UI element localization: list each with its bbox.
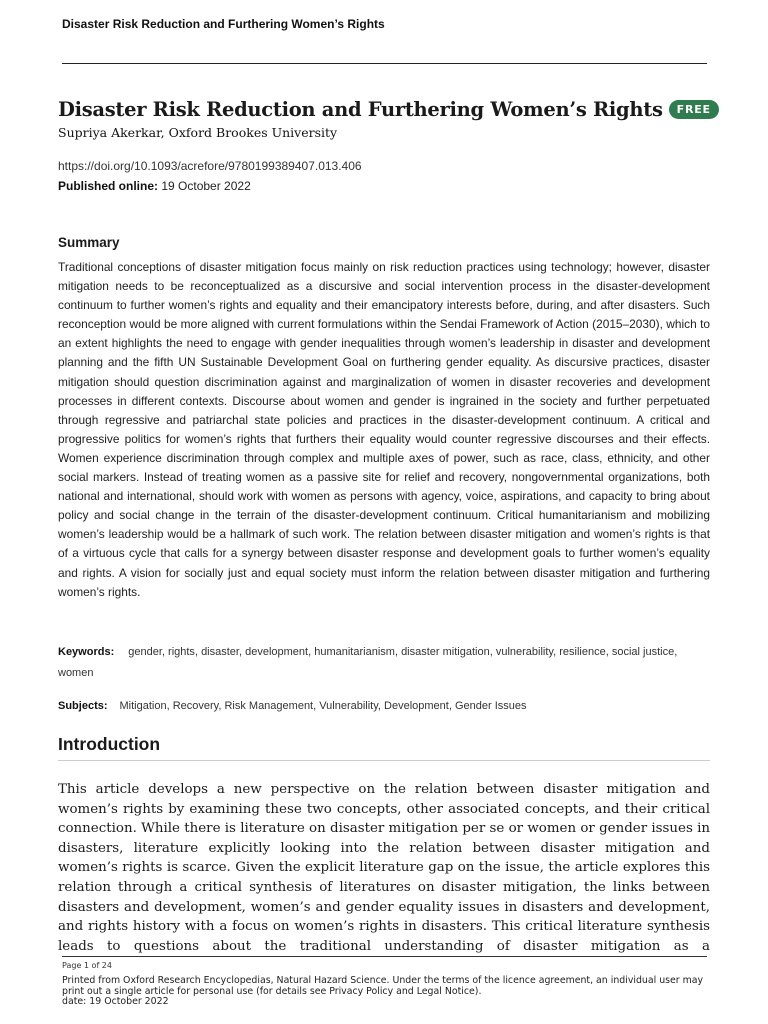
keyword-link[interactable]: development xyxy=(245,646,309,658)
keyword-list: gender, rights, disaster, development, humanitarianism, disaster mitigation, vulnerability, resilience, social justice, women xyxy=(58,646,678,679)
keyword-link[interactable]: disaster xyxy=(201,646,239,658)
keyword-link[interactable]: humanitarianism xyxy=(314,646,395,658)
doi-link[interactable]: https://doi.org/10.1093/acrefore/9780199389407.013.406 xyxy=(58,159,362,173)
keyword-link[interactable]: disaster mitigation xyxy=(401,646,490,658)
keyword-link[interactable]: resilience xyxy=(559,646,606,658)
footer-date: date: 19 October 2022 xyxy=(62,996,169,1007)
article-title-row xyxy=(58,98,711,121)
subjects xyxy=(58,700,708,712)
introduction-heading: Introduction xyxy=(58,734,161,754)
running-head: Disaster Risk Reduction and Furthering Women’s Rights xyxy=(62,17,385,31)
published-date-value: 19 October 2022 xyxy=(161,179,251,193)
article-title: Disaster Risk Reduction and Furthering Women’s Rights xyxy=(58,98,663,121)
introduction-divider xyxy=(58,760,710,761)
keyword-link[interactable]: women xyxy=(58,667,94,679)
published-label: Published online: xyxy=(58,179,159,193)
author-affiliation: Supriya Akerkar, Oxford Brookes University xyxy=(58,125,338,140)
footer-divider xyxy=(62,956,707,957)
summary-heading: Summary xyxy=(58,235,120,250)
keywords-label: Keywords: xyxy=(58,646,115,658)
introduction-text: This article develops a new perspective on the relation between disaster mitigation and women’s rights by examining these two concepts, other associated concepts, and their critical connection. While there is literature on disaster mitigation per se or women or gender issues in disasters, literature explicitly looking into the relation between disaster mitigation and women’s rights is scarce. Given the explicit literature gap on the issue, the article explores this relation through a critical synthesis of literatures on disaster mitigation, the links between disasters and development, women’s and gender equality issues in disasters and development, and rights history with a focus on women’s rights in disasters. This critical literature synthesis leads to questions about the traditional understanding of disaster mitigation as a xyxy=(58,782,710,954)
free-badge: FREE xyxy=(669,100,719,119)
subjects-list[interactable]: Mitigation, Recovery, Risk Management, Vulnerability, Development, Gender Issues xyxy=(119,700,527,712)
keyword-link[interactable]: social justice xyxy=(611,646,675,658)
keywords xyxy=(58,642,708,684)
summary-text: Traditional conceptions of disaster mitigation focus mainly on risk reduction practices using technology; however, disaster mitigation needs to be reconceptualized as a discursive and social intervention process in the disaster-development continuum to further women’s rights and equality and their emancipatory interests before, during, and after disasters. Such reconception would be more aligned with current formulations within the Sendai Framework of Action (2015–2030), which to an extent highlights the need to engage with gender inequalities through women’s leadership in disaster and development planning and the fifth UN Sustainable Development Goal on furthering gender equality. As discursive practices, disaster mitigation should question discrimination against and marginalization of women in disaster recoveries and development processes in different contexts. Discourse about women and gender is ingrained in the society and further perpetuated through regressive and patriarchal state policies and practices in the disaster-development continuum. A critical and progressive politics for women’s rights that furthers their equality would counter regressive discourses and their effects. Women experience discrimination through complex and multiple axes of power, such as race, class, ethnicity, and other social markers. Instead of treating women as a passive site for relief and recovery, nongovernmental organizations, both national and international, should work with women as persons with agency, voice, aspirations, and capacity to bring about policy and social change in the terrain of the disaster-development continuum. Critical humanitarianism and mobilizing women’s leadership would be a hallmark of such work. The relation between disaster mitigation and women’s rights is that of a virtuous cycle that calls for a synergy between disaster response and development goals to further women’s equality and rights. A vision for socially just and equal society must inform the relation between disaster mitigation and furthering women’s rights. xyxy=(58,260,710,599)
keyword-link[interactable]: vulnerability xyxy=(495,646,554,658)
keyword-link[interactable]: rights xyxy=(168,646,195,658)
published-date xyxy=(58,179,251,193)
header-divider xyxy=(62,63,707,64)
footer-licence: Printed from Oxford Research Encyclopedias, Natural Hazard Science. Under the terms of the licence agreement, an individual user may print out a single article for personal use (for details see Privacy Policy and Legal Notice). xyxy=(62,975,704,997)
keyword-link[interactable]: gender xyxy=(128,646,162,658)
page-number: Page 1 of 24 xyxy=(62,961,112,970)
footer-notice xyxy=(62,976,707,1008)
subjects-label: Subjects: xyxy=(58,700,108,712)
